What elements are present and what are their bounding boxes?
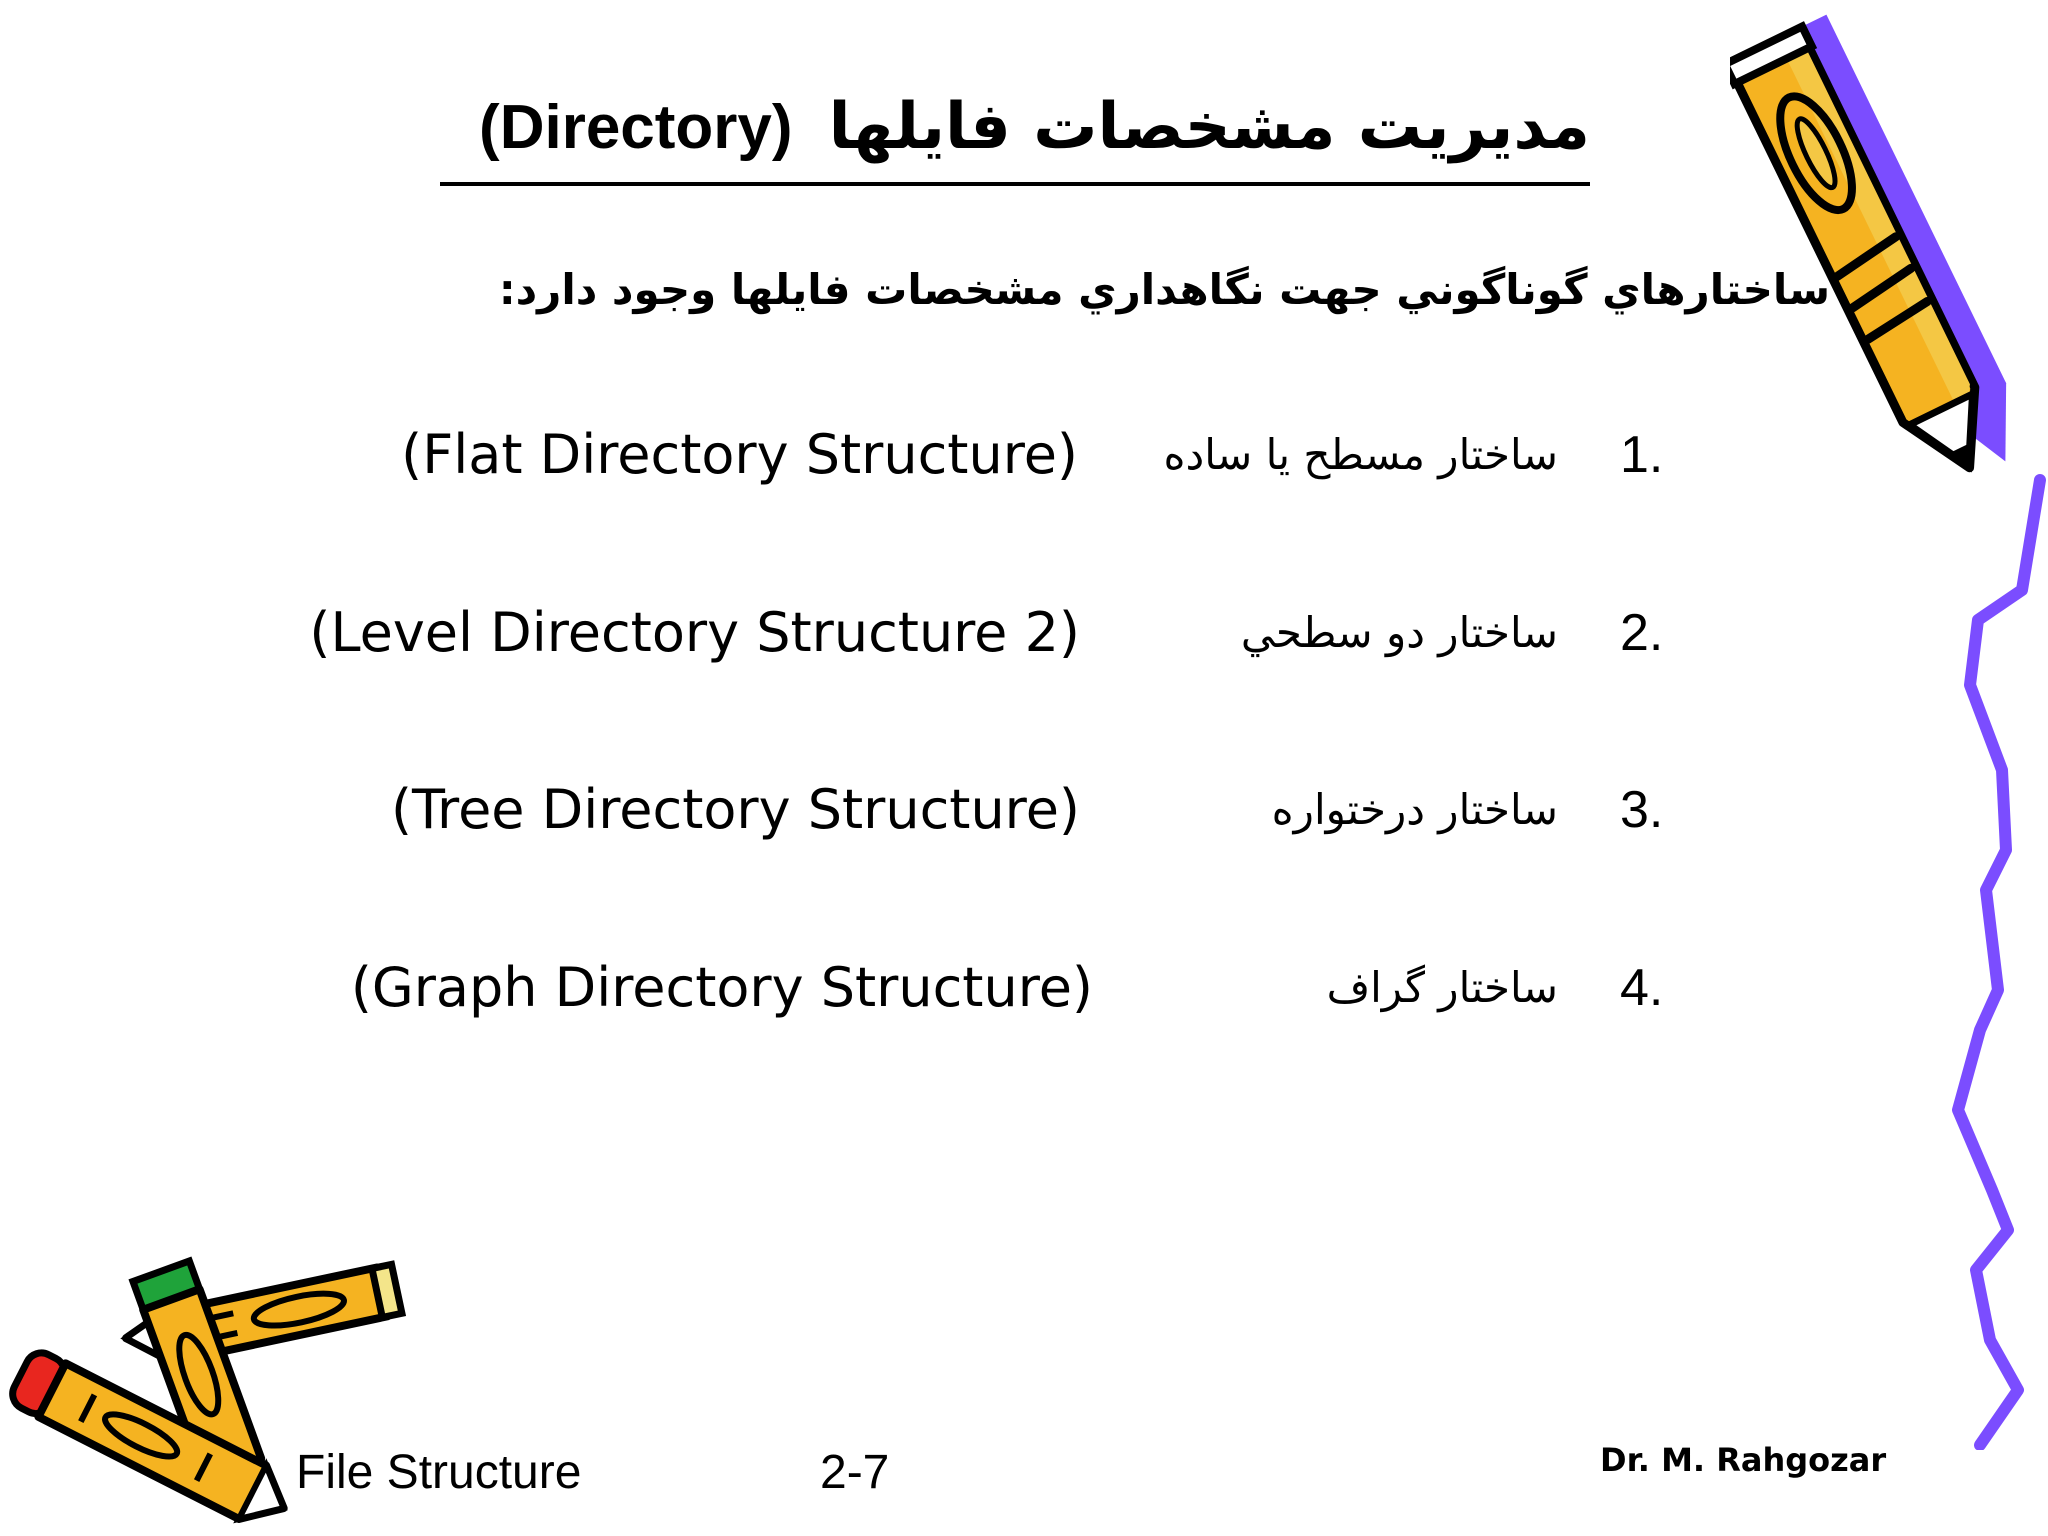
list-item	[0, 943, 2048, 1033]
intro-text: ساختارهاي گوناگوني جهت نگاهداري مشخصات فايلها وجود دارد:	[498, 265, 1830, 314]
list-item-persian: ساختار مسطح يا ساده	[1163, 430, 1558, 479]
list-item	[0, 588, 2048, 678]
footer-page-number: 2-7	[820, 1446, 890, 1499]
list-item-persian: ساختار گراف	[1326, 963, 1558, 1012]
footer-author: Dr. M. Rahgozar	[1600, 1441, 1887, 1479]
list-item	[0, 765, 2048, 855]
footer-course: File Structure	[296, 1446, 582, 1499]
list-item-number: 4.	[1620, 959, 1664, 1017]
title-persian: مديريت مشخصات فايلها	[828, 90, 1590, 164]
page-title	[440, 72, 1590, 186]
list-item	[0, 410, 2048, 500]
list-item-persian: ساختار دو سطحي	[1240, 608, 1558, 657]
list-item-number: 2.	[1620, 604, 1664, 662]
list-item-number: 3.	[1620, 781, 1664, 839]
list-item-english: (Level Directory Structure 2)	[309, 601, 1080, 664]
list-item-english: (Flat Directory Structure)	[401, 423, 1078, 486]
list-item-english: (Graph Directory Structure)	[350, 956, 1093, 1019]
list-item-english: (Tree Directory Structure)	[390, 778, 1080, 841]
list-item-persian: ساختار درختواره	[1271, 785, 1558, 834]
list-item-number: 1.	[1620, 426, 1664, 484]
title-english: (Directory)	[479, 93, 793, 162]
